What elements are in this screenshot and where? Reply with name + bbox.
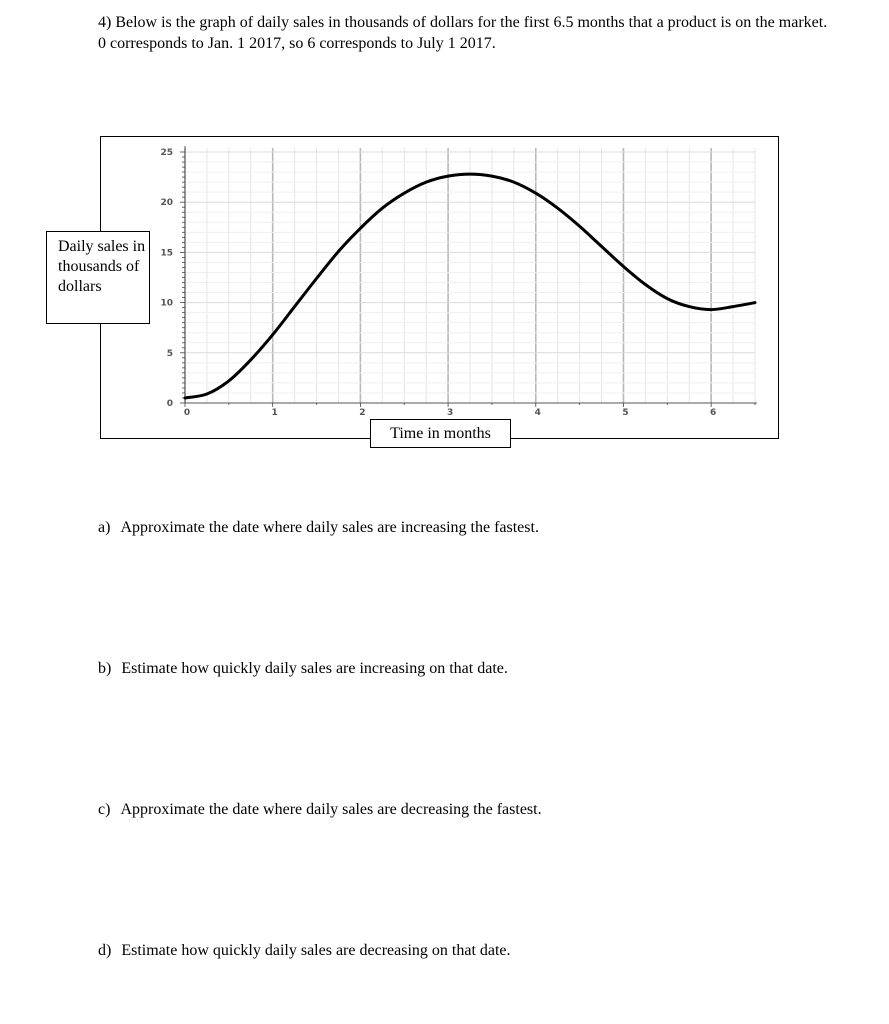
y-axis-label: Daily sales in thousands of dollars [46,231,150,324]
question-a-label: a) [98,519,111,536]
x-tick-label: 4 [534,408,541,418]
question-a-text: Approximate the date where daily sales are increasing the fastest. [120,519,539,536]
question-c-text: Approximate the date where daily sales are decreasing the fastest. [120,801,542,818]
sales-chart [101,137,778,438]
y-tick-label: 15 [160,248,173,259]
x-tick-label: 6 [710,408,717,418]
question-d-text: Estimate how quickly daily sales are decreasing on that date. [121,942,511,959]
y-tick-label: 10 [160,298,173,309]
y-tick-label: 20 [160,198,173,209]
question-d-label: d) [98,942,112,959]
question-b [98,659,508,679]
problem-statement [98,12,838,54]
problem-intro: 4) Below is the graph of daily sales in thousands of dollars for the first 6.5 months that a product is on the market. [98,14,828,31]
x-axis-label: Time in months [370,419,511,448]
chart-frame [100,136,779,439]
y-tick-label: 25 [160,148,173,158]
x-tick-label: 2 [359,408,366,418]
x-tick-label: 0 [183,408,191,418]
question-b-label: b) [98,660,112,677]
y-tick-label: 5 [166,348,173,359]
question-c-label: c) [98,801,111,818]
question-d [98,941,511,961]
x-tick-label: 1 [271,408,278,418]
y-tick-label: 0 [166,399,173,409]
question-b-text: Estimate how quickly daily sales are increasing on that date. [121,660,508,677]
question-a [98,518,539,538]
problem-date-note: 0 corresponds to Jan. 1 2017, so 6 corresponds to July 1 2017. [98,35,496,52]
x-tick-label: 5 [622,408,629,418]
question-c [98,800,542,820]
x-tick-label: 3 [446,408,454,418]
